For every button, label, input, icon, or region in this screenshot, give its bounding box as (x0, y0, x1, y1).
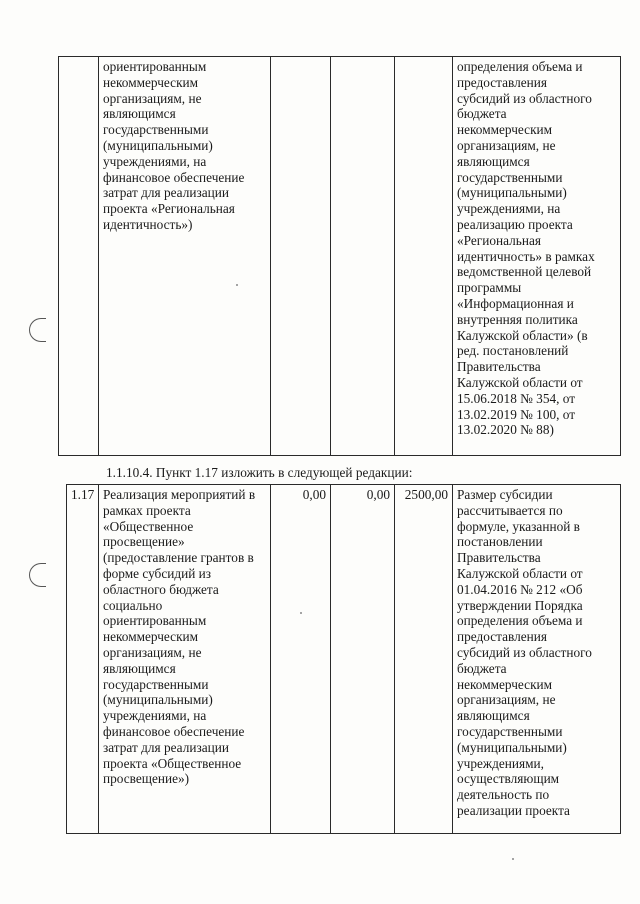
amendment-caption: 1.1.10.4. Пункт 1.17 изложить в следующей редакции: (106, 465, 413, 480)
scan-speck (512, 858, 514, 860)
punch-hole-mark (29, 563, 46, 587)
measure-description: Реализация мероприятий в рамках проекта «Общественное просвещение» (предоставление грантов в форме субсидий из областного бюджета социально ориентированным некоммерческим организациям, не являющимся государственными (муниципальными) учреждениями, на финансовое обеспечение затрат для реализации проекта «Общественное просвещение») (99, 485, 271, 834)
table-row (59, 57, 621, 456)
basis-text: Размер субсидии рассчитывается по формуле, указанной в постановлении Правительства Калужской области от 01.04.2016 № 212 «Об утверждении Порядка определения объема и предоставления субсидий из областного бюджета некоммерческим организациям, не являющимся государственными (муниципальными) учреждениями, осуществляющим деятельность по реализации проекта (453, 485, 621, 834)
value-col-1: 0,00 (271, 485, 331, 834)
row-number (59, 57, 99, 456)
row-number: 1.17 (67, 485, 99, 834)
punch-hole-mark (29, 318, 46, 342)
basis-text: определения объема и предоставления субсидий из областного бюджета некоммерческим организациям, не являющимся государственными (муниципальными) учреждениями, на реализацию проекта «Региональная идентичность» в рамках ведомственной целевой программы «Информационная и внутренняя политика Калужской области» (в ред. постановлений Правительства Калужской области от 15.06.2018 № 354, от 13.02.2019 № 100, от 13.02.2020 № 88) (453, 57, 621, 456)
scan-speck (300, 612, 302, 614)
table-top (58, 56, 621, 456)
table-row (67, 485, 621, 834)
value-col-1 (271, 57, 331, 456)
table-bottom (66, 484, 621, 834)
measure-description: ориентированным некоммерческим организациям, не являющимся государственными (муниципальными) учреждениями, на финансовое обеспечение затрат для реализации проекта «Региональная идентичность») (99, 57, 271, 456)
value-col-2: 0,00 (331, 485, 395, 834)
value-col-3 (395, 57, 453, 456)
value-col-3: 2500,00 (395, 485, 453, 834)
value-col-2 (331, 57, 395, 456)
scan-speck (236, 284, 238, 286)
